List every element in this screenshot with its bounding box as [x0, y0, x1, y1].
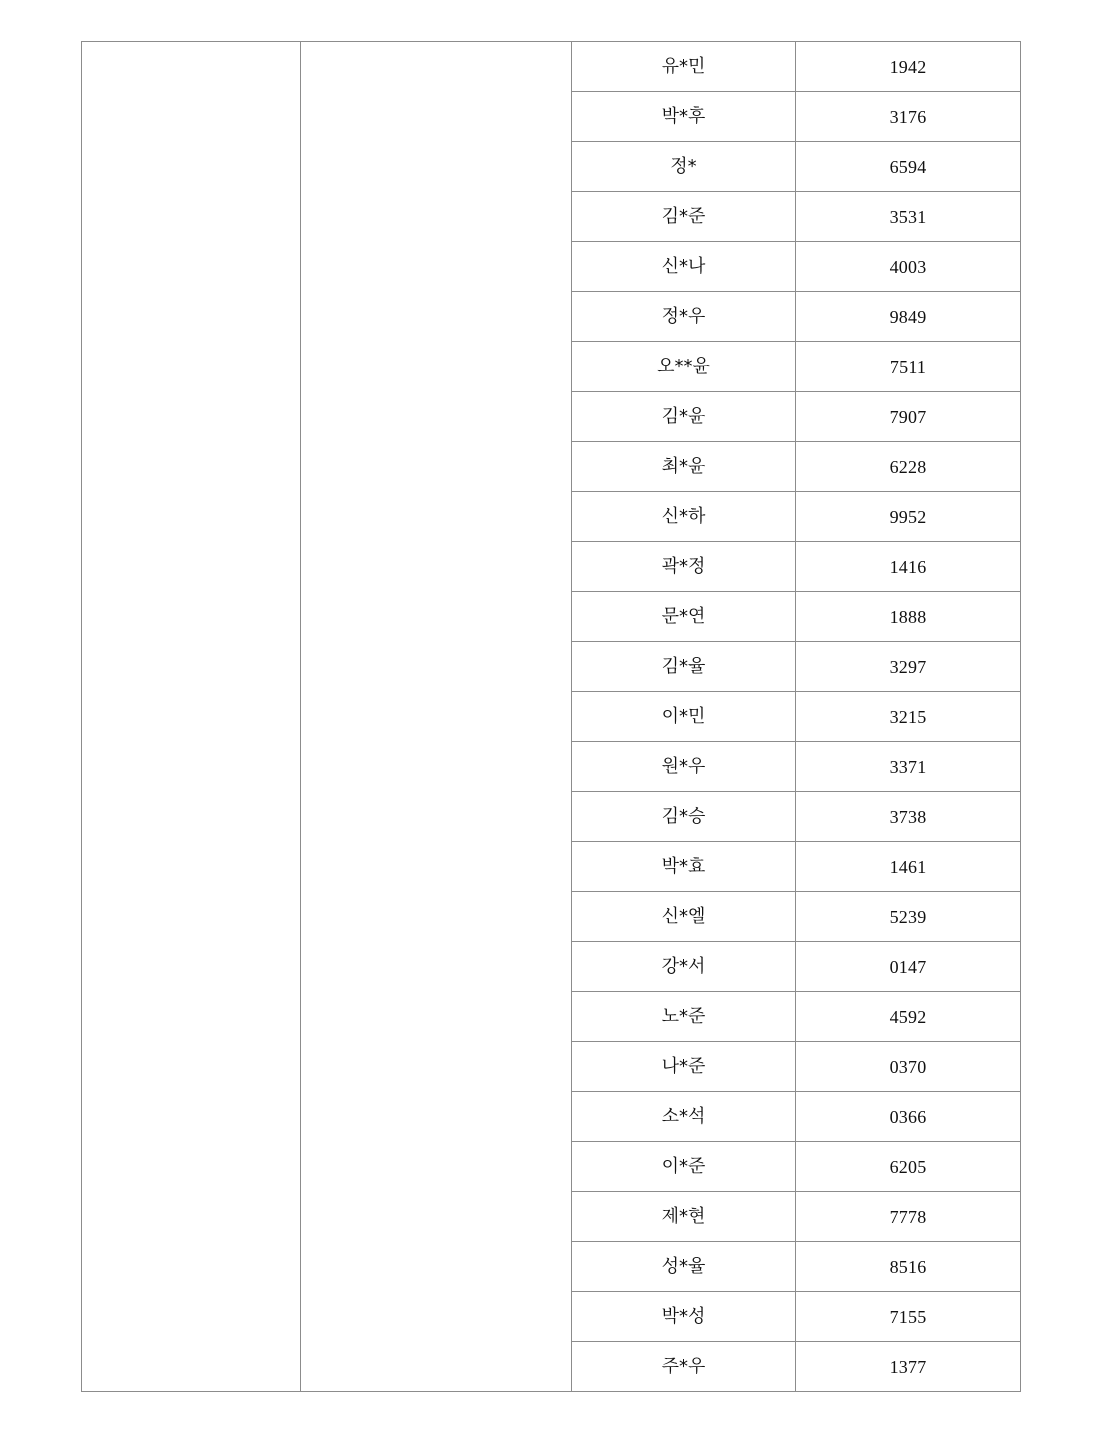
winner-number-cell: 1942	[796, 42, 1021, 92]
winner-name-cell: 성*율	[572, 1242, 796, 1292]
winner-name-cell: 신*엘	[572, 892, 796, 942]
winner-name-cell: 오**윤	[572, 342, 796, 392]
winner-number-cell: 3176	[796, 92, 1021, 142]
merged-blank-cell-detail	[301, 42, 572, 1392]
winner-name-cell: 소*석	[572, 1092, 796, 1142]
winner-number-cell: 7778	[796, 1192, 1021, 1242]
winner-name-cell: 나*준	[572, 1042, 796, 1092]
winner-number-cell: 8516	[796, 1242, 1021, 1292]
winner-number-cell: 4592	[796, 992, 1021, 1042]
merged-blank-cell-category	[82, 42, 301, 1392]
winner-number-cell: 1416	[796, 542, 1021, 592]
winner-number-cell: 6205	[796, 1142, 1021, 1192]
winner-name-cell: 원*우	[572, 742, 796, 792]
winner-name-cell: 정*우	[572, 292, 796, 342]
winner-number-cell: 3371	[796, 742, 1021, 792]
winner-name-cell: 제*현	[572, 1192, 796, 1242]
winner-number-cell: 9952	[796, 492, 1021, 542]
winner-name-cell: 정*	[572, 142, 796, 192]
winner-number-cell: 3297	[796, 642, 1021, 692]
winner-number-cell: 1888	[796, 592, 1021, 642]
winner-number-cell: 7511	[796, 342, 1021, 392]
winner-name-cell: 박*효	[572, 842, 796, 892]
winner-name-cell: 주*우	[572, 1342, 796, 1392]
winner-name-cell: 김*준	[572, 192, 796, 242]
winner-number-cell: 1377	[796, 1342, 1021, 1392]
winner-number-cell: 0370	[796, 1042, 1021, 1092]
winner-name-cell: 박*후	[572, 92, 796, 142]
winner-name-cell: 문*연	[572, 592, 796, 642]
winner-name-cell: 박*성	[572, 1292, 796, 1342]
winner-name-cell: 강*서	[572, 942, 796, 992]
winner-number-cell: 1461	[796, 842, 1021, 892]
winner-name-cell: 신*나	[572, 242, 796, 292]
winner-number-cell: 0366	[796, 1092, 1021, 1142]
winner-number-cell: 6594	[796, 142, 1021, 192]
winner-name-cell: 김*율	[572, 642, 796, 692]
winner-number-cell: 7907	[796, 392, 1021, 442]
winner-number-cell: 3738	[796, 792, 1021, 842]
winner-name-cell: 이*민	[572, 692, 796, 742]
winner-name-cell: 김*윤	[572, 392, 796, 442]
winner-name-cell: 김*승	[572, 792, 796, 842]
winner-number-cell: 7155	[796, 1292, 1021, 1342]
winner-number-cell: 9849	[796, 292, 1021, 342]
winner-number-cell: 0147	[796, 942, 1021, 992]
winner-number-cell: 4003	[796, 242, 1021, 292]
winner-name-cell: 유*민	[572, 42, 796, 92]
winner-name-cell: 이*준	[572, 1142, 796, 1192]
winner-name-cell: 신*하	[572, 492, 796, 542]
winner-name-cell: 곽*정	[572, 542, 796, 592]
winner-name-cell: 노*준	[572, 992, 796, 1042]
winner-table	[81, 41, 1021, 1392]
winner-number-cell: 3215	[796, 692, 1021, 742]
winner-number-cell: 5239	[796, 892, 1021, 942]
winner-name-cell: 최*윤	[572, 442, 796, 492]
winner-number-cell: 3531	[796, 192, 1021, 242]
winner-table-body	[82, 42, 1021, 1392]
winner-number-cell: 6228	[796, 442, 1021, 492]
table-row	[82, 42, 1021, 92]
